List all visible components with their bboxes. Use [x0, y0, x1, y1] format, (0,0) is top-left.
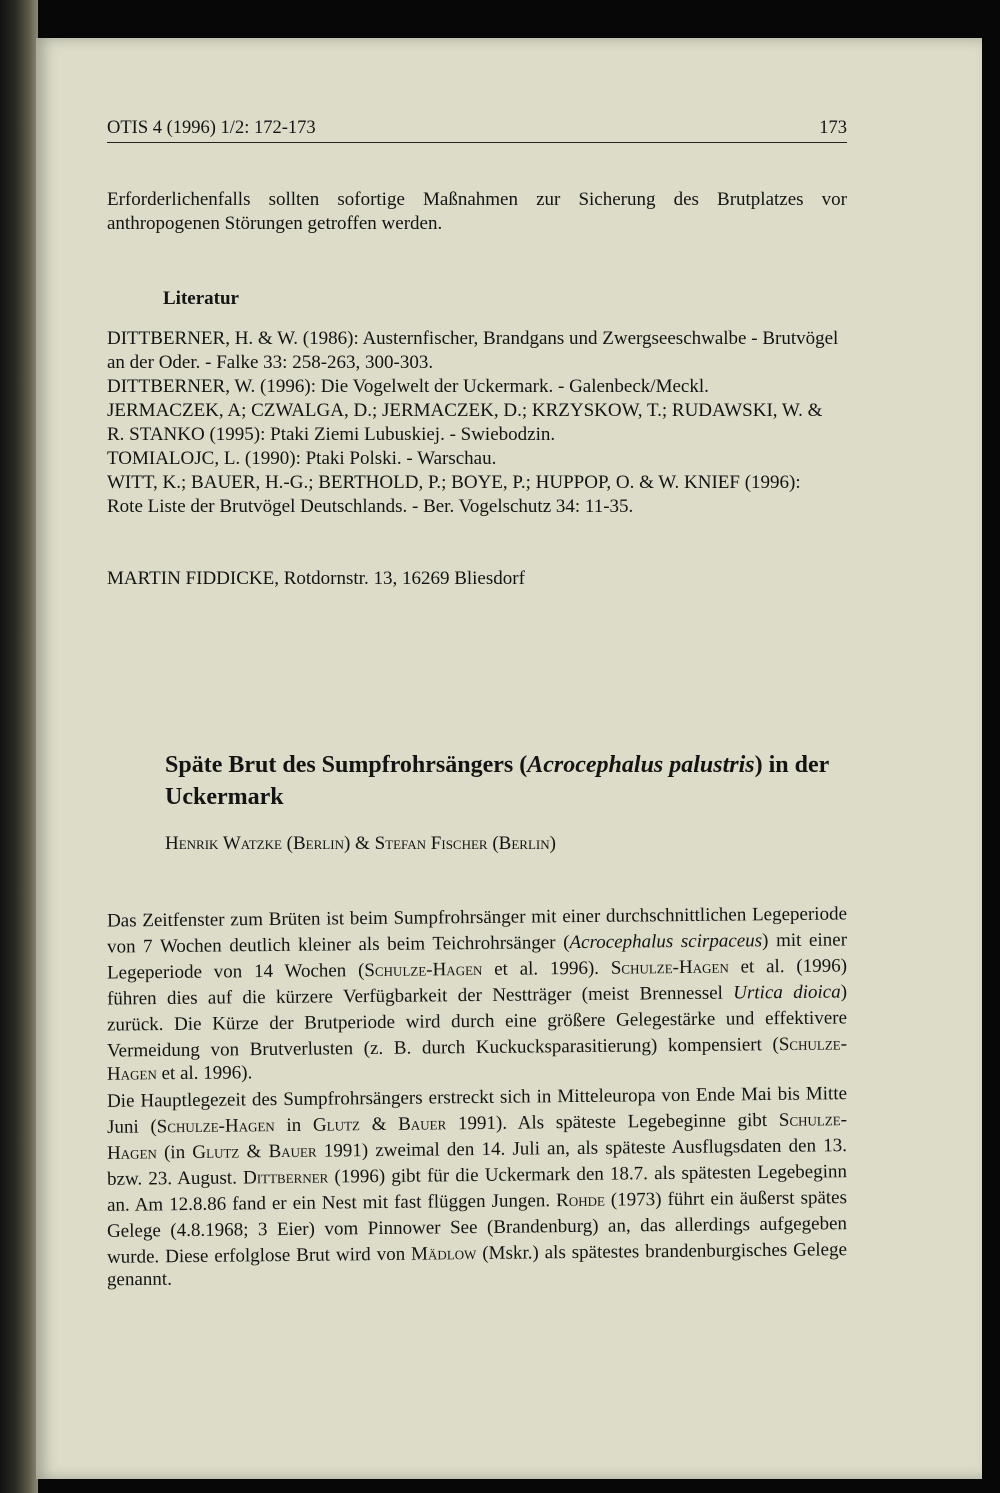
- body-line: zurück. Die Kürze der Brutperiode wird durch eine größere Gelegestärke und effektivere: [106, 1007, 848, 1036]
- body-line: Gelege (4.8.1968; 3 Eier) vom Pinnower See (Brandenburg) an, das allerdings aufgegeben: [106, 1213, 848, 1242]
- reference-line: WITT, K.; BAUER, H.-G.; BERTHOLD, P.; BOYE, P.; HUPPOP, O. & W. KNIEF (1996):: [107, 472, 801, 493]
- author-address: MARTIN FIDDICKE, Rotdornstr. 13, 16269 Bliesdorf: [107, 568, 525, 589]
- reference-line: DITTBERNER, H. & W. (1986): Austernfischer, Brandgans und Zwergseeschwalbe - Brutvögel: [107, 328, 839, 349]
- body-line: Legeperiode von 14 Wochen (Schulze-Hagen et al. 1996). Schulze-Hagen et al. (1996): [106, 955, 848, 984]
- book-page: [36, 38, 982, 1479]
- body-line: von 7 Wochen deutlich kleiner als beim Teichrohrsänger (Acrocephalus scirpaceus) mit einer: [106, 929, 848, 958]
- body-line: führen dies auf die kürzere Verfügbarkeit der Nestträger (meist Brennessel Urtica dioica): [106, 981, 848, 1010]
- body-line: wurde. Diese erfolglose Brut wird von Mädlow (Mskr.) als spätestes brandenburgisches Gelege: [106, 1239, 848, 1268]
- body-line: Hagen (in Glutz & Bauer 1991) zweimal den 14. Juli an, als späteste Ausflugsdaten den 13.: [106, 1135, 848, 1164]
- body-line: Vermeidung von Brutverlusten (z. B. durch Kuckucksparasitierung) kompensiert (Schulze-: [106, 1033, 848, 1062]
- journal-citation: OTIS 4 (1996) 1/2: 172-173: [107, 118, 316, 138]
- body-line: Hagen et al. 1996).: [106, 1062, 253, 1085]
- body-line: bzw. 23. August. Dittberner (1996) gibt für die Uckermark den 18.7. als spätesten Legebeginn: [106, 1161, 848, 1190]
- article-title-line: Späte Brut des Sumpfrohrsängers (Acrocephalus palustris) in der: [165, 752, 830, 778]
- body-line: an. Am 12.8.86 fand er ein Nest mit fast flüggen Jungen. Rohde (1973) führt ein äußerst spätes: [106, 1187, 848, 1216]
- body-line: Die Hauptlegezeit des Sumpfrohrsängers erstreckt sich in Mitteleuropa von Ende Mai bis Mitte: [106, 1083, 848, 1112]
- body-line: genannt.: [106, 1268, 173, 1291]
- reference-line: an der Oder. - Falke 33: 258-263, 300-303.: [107, 352, 434, 373]
- reference-line: Rote Liste der Brutvögel Deutschlands. - Ber. Vogelschutz 34: 11-35.: [107, 496, 634, 517]
- body-line: Juni (Schulze-Hagen in Glutz & Bauer 1991). Als späteste Legebeginne gibt Schulze-: [106, 1109, 848, 1138]
- reference-line: TOMIALOJC, L. (1990): Ptaki Polski. - Warschau.: [107, 448, 497, 469]
- article-title-line: Uckermark: [165, 784, 284, 810]
- book-spine-shadow: [0, 0, 38, 1493]
- header-rule: [107, 142, 847, 143]
- article-authors: Henrik Watzke (Berlin) & Stefan Fischer (Berlin): [165, 833, 556, 854]
- literatur-heading: Literatur: [163, 288, 239, 309]
- reference-line: JERMACZEK, A; CZWALGA, D.; JERMACZEK, D.; KRZYSKOW, T.; RUDAWSKI, W. &: [107, 400, 823, 421]
- intro-line: anthropogenen Störungen getroffen werden.: [107, 213, 443, 234]
- page-number: 173: [819, 118, 847, 138]
- body-line: Das Zeitfenster zum Brüten ist beim Sumpfrohrsänger mit einer durchschnittlichen Legeperiode: [106, 903, 848, 932]
- reference-line: R. STANKO (1995): Ptaki Ziemi Lubuskiej. - Swiebodzin.: [107, 424, 556, 445]
- reference-line: DITTBERNER, W. (1996): Die Vogelwelt der Uckermark. - Galenbeck/Meckl.: [107, 376, 709, 397]
- intro-line: Erforderlichenfalls sollten sofortige Maßnahmen zur Sicherung des Brutplatzes vor: [107, 189, 847, 210]
